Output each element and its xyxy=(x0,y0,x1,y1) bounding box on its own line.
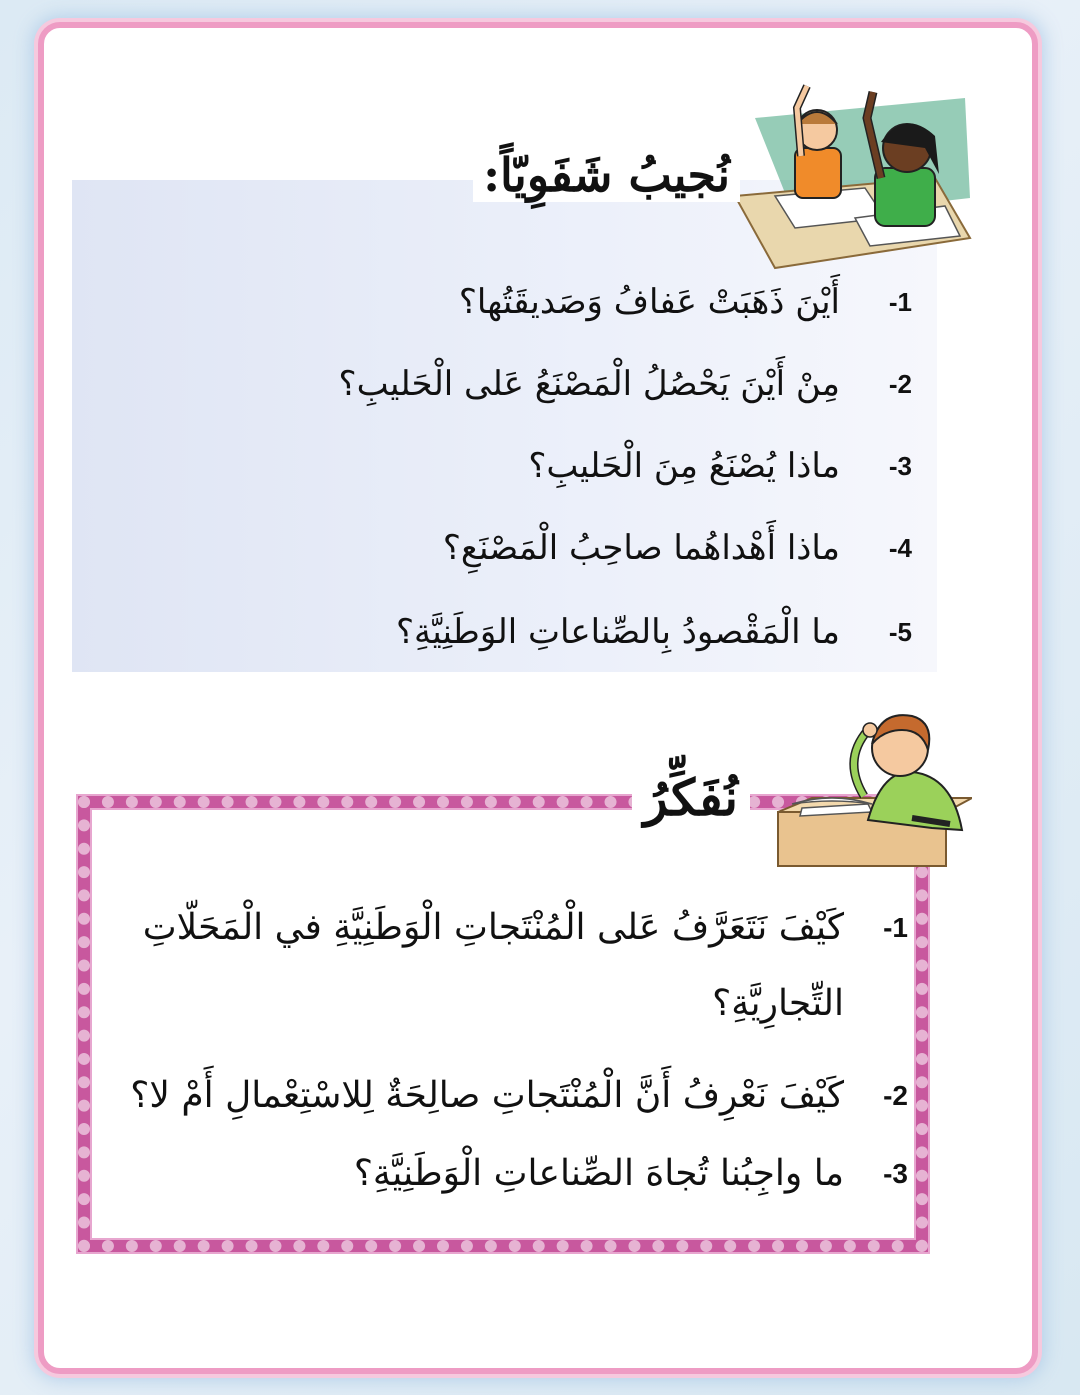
think-question-1 xyxy=(124,890,908,1042)
question-number: -2 xyxy=(888,368,912,399)
question-text: ماذا أَهْداهُما صاحِبُ الْمَصْنَعِ؟ xyxy=(442,528,840,568)
oral-section-title: نُجيبُ شَفَوِيّاً: xyxy=(473,148,740,202)
oral-question-5 xyxy=(395,612,912,652)
question-number: -1 xyxy=(883,912,908,943)
question-text: أَيْنَ ذَهَبَتْ عَفافُ وَصَديقَتُها؟ xyxy=(458,282,840,322)
question-text-line-1: كَيْفَ نَتَعَرَّفُ عَلى الْمُنْتَجاتِ الْوَطَنِيَّةِ في الْمَحَلّاتِ xyxy=(142,907,844,948)
think-question-3 xyxy=(124,1136,908,1212)
oral-question-4 xyxy=(442,528,912,568)
question-text: ماذا يُصْنَعُ مِنَ الْحَليبِ؟ xyxy=(528,446,840,486)
question-text-line-2: التِّجارِيَّةِ؟ xyxy=(712,983,844,1024)
question-number: -4 xyxy=(888,532,912,563)
question-text: ما واجِبُنا تُجاهَ الصِّناعاتِ الْوَطَنِيَّةِ؟ xyxy=(353,1153,844,1194)
question-text: مِنْ أَيْنَ يَحْصُلُ الْمَصْنَعُ عَلى الْحَليبِ؟ xyxy=(338,364,840,404)
oral-question-2 xyxy=(338,364,912,404)
question-number: -2 xyxy=(883,1080,908,1111)
oral-question-3 xyxy=(528,446,912,486)
question-number: -3 xyxy=(888,450,912,481)
oral-question-1 xyxy=(458,282,912,322)
question-text: كَيْفَ نَعْرِفُ أَنَّ الْمُنْتَجاتِ صالِحَةٌ لِلاسْتِعْمالِ أَمْ لا؟ xyxy=(130,1075,844,1116)
question-number: -3 xyxy=(883,1158,908,1189)
think-question-2 xyxy=(124,1058,908,1134)
students-raising-hands-illustration xyxy=(735,78,975,278)
question-number: -5 xyxy=(888,616,912,647)
think-section-title: نُفَكِّرُ xyxy=(632,768,750,827)
question-number: -1 xyxy=(888,286,912,317)
question-text: ما الْمَقْصودُ بِالصِّناعاتِ الوَطَنِيَّةِ؟ xyxy=(395,612,840,652)
boy-thinking-illustration xyxy=(772,700,972,870)
